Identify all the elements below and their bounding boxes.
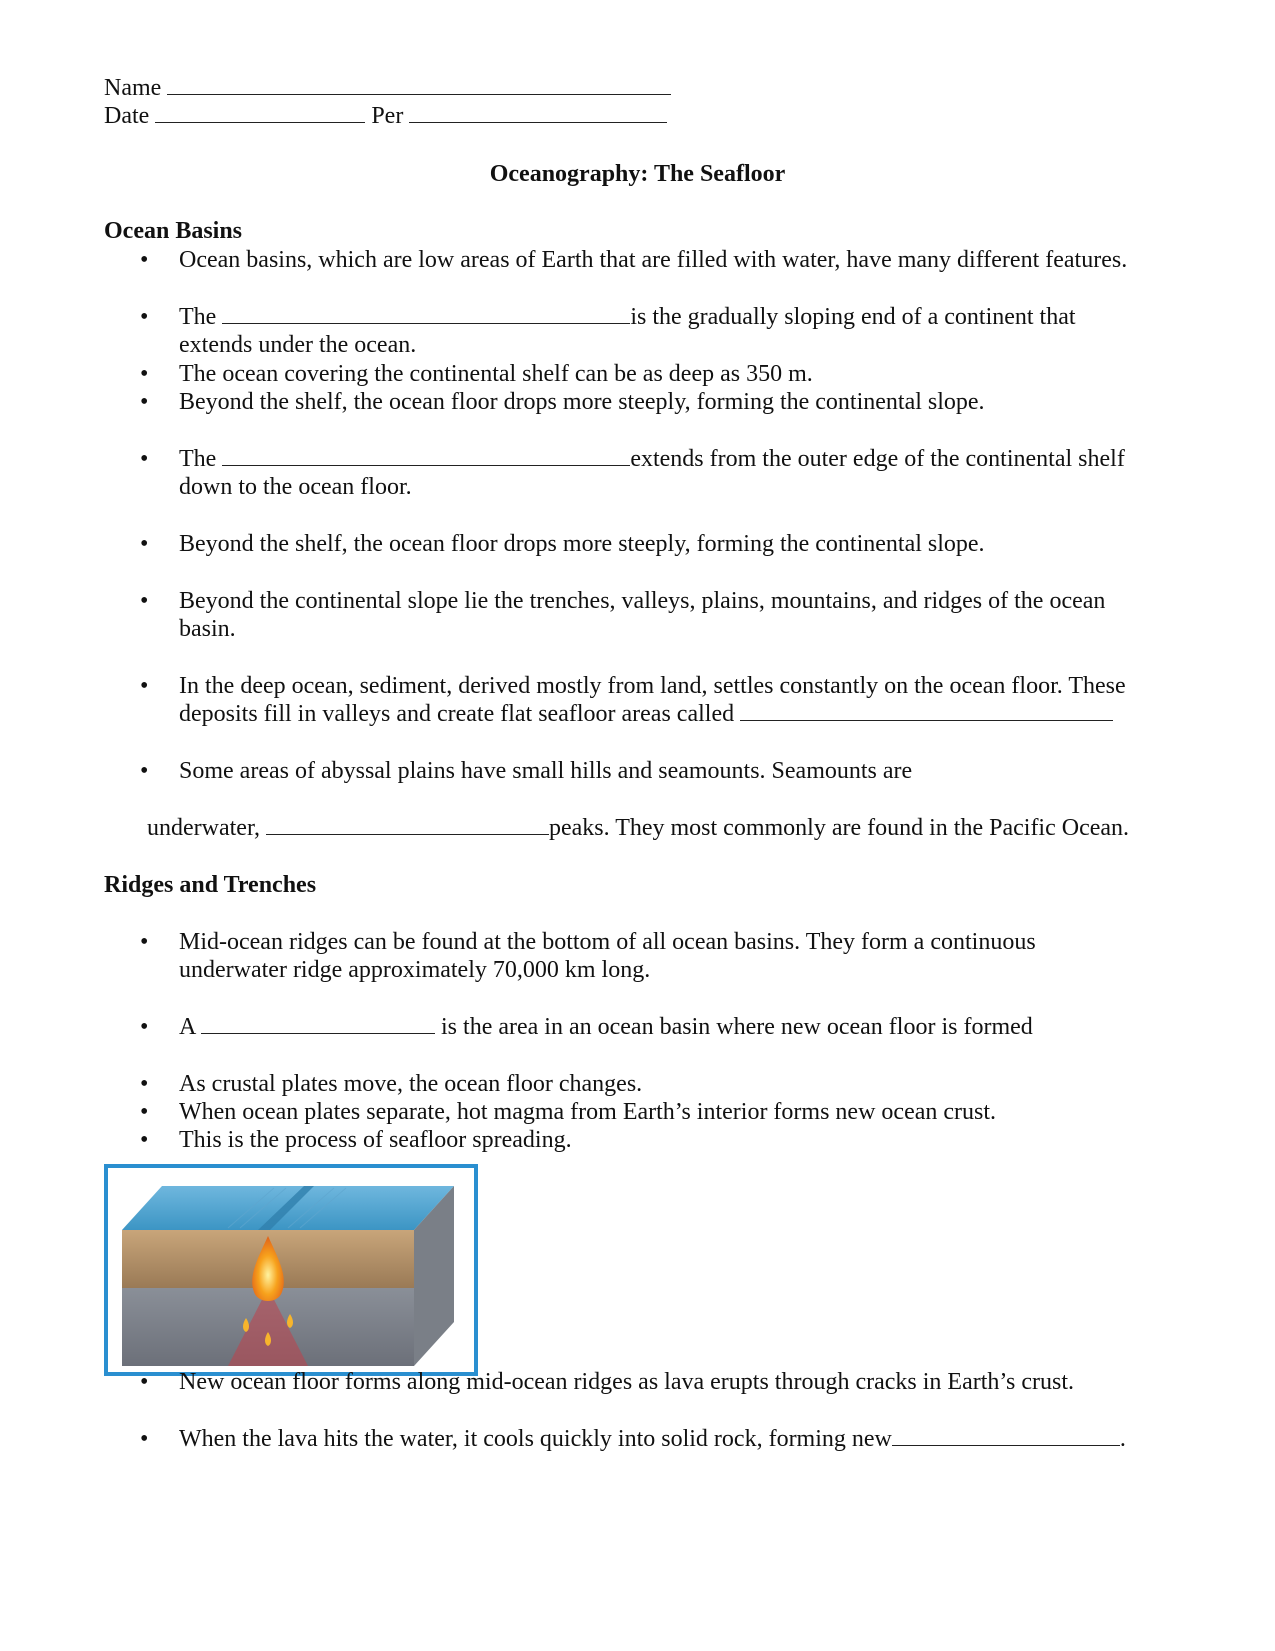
section-heading-ridges-trenches: Ridges and Trenches [104, 872, 317, 898]
bullet-text: In the deep ocean, sediment, derived mostly from land, settles constantly on the ocean floor. These [179, 673, 1126, 699]
answer-blank-continental-slope[interactable] [222, 445, 630, 466]
bullet-text: Beyond the shelf, the ocean floor drops more steeply, forming the continental slope. [179, 389, 985, 415]
date-label: Date [104, 103, 150, 129]
bullet-text-cont: down to the ocean floor. [179, 474, 412, 500]
continuation-text-blank [147, 814, 1129, 842]
bullet-text-blank [179, 1425, 1126, 1453]
page-title: Oceanography: The Seafloor [489, 161, 786, 187]
bullet-marker: • [140, 1071, 149, 1097]
bullet-marker: • [140, 361, 149, 387]
bullet-marker: • [140, 389, 149, 415]
text-fragment: peaks. They most commonly are found in the Pacific Ocean. [548, 815, 1130, 841]
bullet-marker: • [140, 588, 149, 614]
bullet-marker: • [140, 531, 149, 557]
text-fragment: The [179, 304, 217, 330]
text-fragment: The [179, 446, 217, 472]
bullet-marker: • [140, 1127, 149, 1153]
bullet-text-cont: basin. [179, 616, 236, 642]
bullet-marker: • [140, 1014, 149, 1040]
text-fragment: extends from the outer edge of the continental shelf [630, 446, 1125, 472]
date-per-line [104, 102, 667, 130]
section-heading-ocean-basins: Ocean Basins [104, 218, 243, 244]
bullet-text: Some areas of abyssal plains have small hills and seamounts. Seamounts are [179, 758, 913, 784]
bullet-marker: • [140, 758, 149, 784]
date-blank[interactable] [155, 102, 365, 123]
text-fragment: . [1119, 1426, 1126, 1452]
bullet-marker: • [140, 247, 149, 273]
name-line [104, 74, 671, 102]
seafloor-spreading-diagram [104, 1164, 478, 1376]
bullet-text-blank [179, 445, 1125, 473]
text-fragment: underwater, [147, 815, 260, 841]
bullet-text-cont: underwater ridge approximately 70,000 km long. [179, 957, 651, 983]
answer-blank-abyssal-plains[interactable] [740, 700, 1113, 721]
text-fragment: A [179, 1014, 196, 1040]
bullet-marker: • [140, 1426, 149, 1452]
bullet-text-blank [179, 1013, 1033, 1041]
bullet-text-cont: extends under the ocean. [179, 332, 417, 358]
per-label: Per [371, 103, 404, 129]
bullet-marker: • [140, 929, 149, 955]
seafloor-spreading-illustration [108, 1168, 474, 1372]
name-blank[interactable] [167, 74, 671, 95]
text-fragment: is the gradually sloping end of a continent that [630, 304, 1076, 330]
answer-blank-mid-ocean-ridge[interactable] [201, 1013, 435, 1034]
bullet-marker: • [140, 1369, 149, 1395]
bullet-text: Beyond the continental slope lie the trenches, valleys, plains, mountains, and ridges of the ocean [179, 588, 1106, 614]
answer-blank-ocean-floor[interactable] [892, 1425, 1120, 1446]
bullet-text: As crustal plates move, the ocean floor changes. [179, 1071, 643, 1097]
bullet-text: This is the process of seafloor spreading. [179, 1127, 572, 1153]
bullet-text-blank [179, 303, 1076, 331]
bullet-text-blank [179, 700, 1113, 728]
text-fragment: deposits fill in valleys and create flat seafloor areas called [179, 701, 735, 727]
bullet-text: When ocean plates separate, hot magma from Earth’s interior forms new ocean crust. [179, 1099, 997, 1125]
bullet-text: Mid-ocean ridges can be found at the bottom of all ocean basins. They form a continuous [179, 929, 1036, 955]
per-blank[interactable] [409, 102, 667, 123]
bullet-text: Beyond the shelf, the ocean floor drops more steeply, forming the continental slope. [179, 531, 985, 557]
bullet-text: New ocean floor forms along mid-ocean ridges as lava erupts through cracks in Earth’s crust. [179, 1369, 1075, 1395]
text-fragment: is the area in an ocean basin where new ocean floor is formed [441, 1014, 1033, 1040]
answer-blank-continental-shelf[interactable] [222, 303, 630, 324]
bullet-marker: • [140, 1099, 149, 1125]
name-label: Name [104, 75, 162, 101]
bullet-marker: • [140, 446, 149, 472]
answer-blank-volcanic[interactable] [266, 814, 549, 835]
text-fragment: When the lava hits the water, it cools quickly into solid rock, forming new [179, 1426, 892, 1452]
bullet-marker: • [140, 673, 149, 699]
bullet-marker: • [140, 304, 149, 330]
bullet-text: The ocean covering the continental shelf can be as deep as 350 m. [179, 361, 813, 387]
bullet-text: Ocean basins, which are low areas of Earth that are filled with water, have many different features. [179, 247, 1128, 273]
